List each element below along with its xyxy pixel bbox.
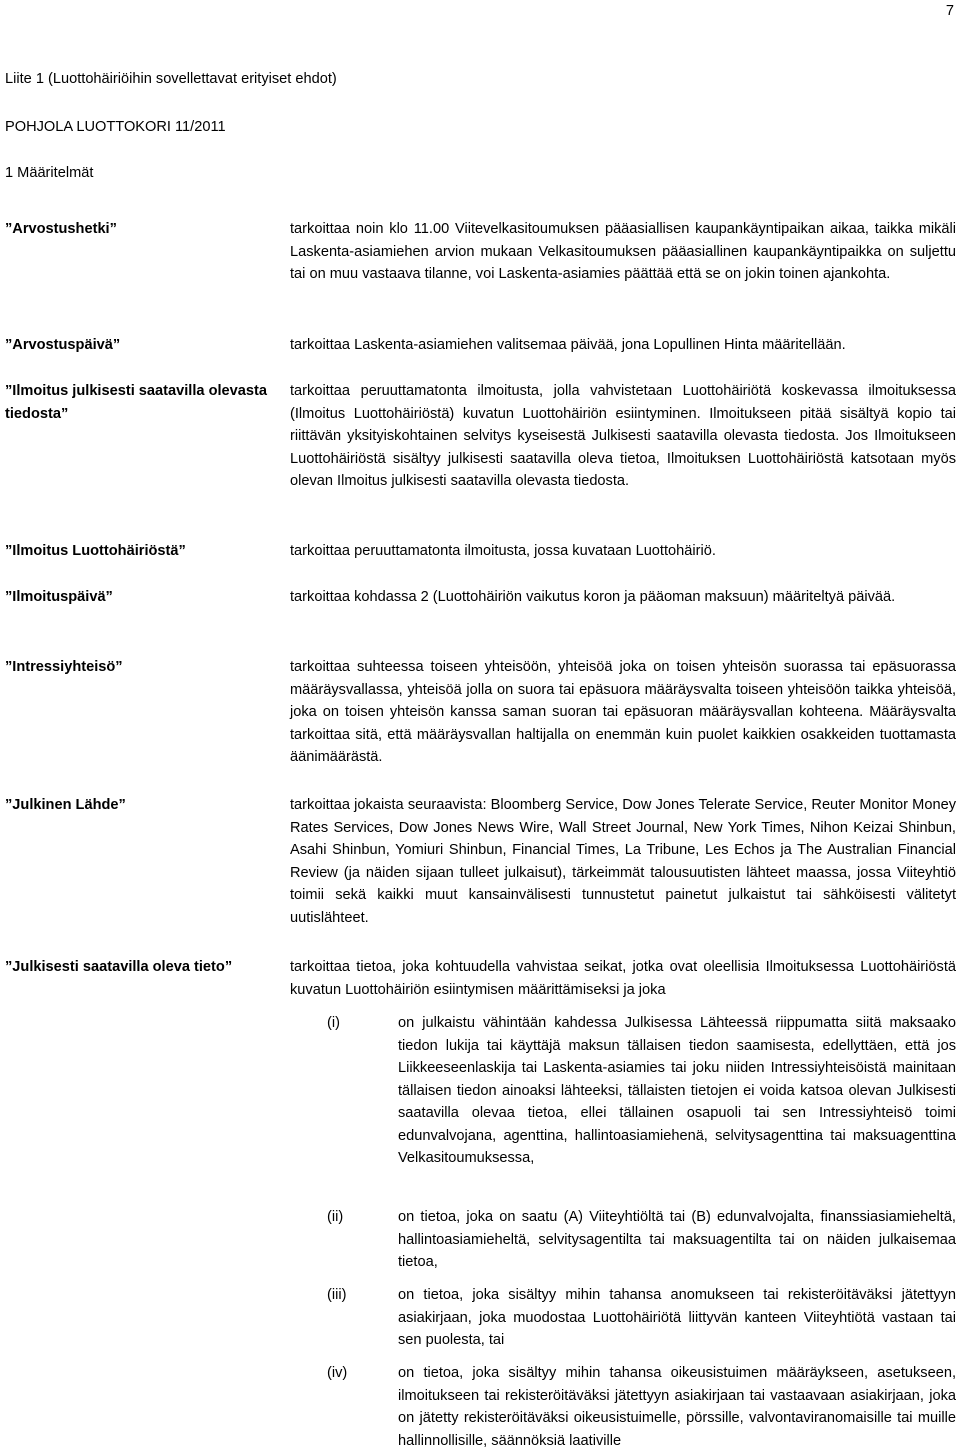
term-ilmoituspaiva: ”Ilmoituspäivä” — [5, 589, 113, 605]
definition-ilmoitus-julkisesti: tarkoittaa peruuttamatonta ilmoitusta, jolla vahvistetaan Luottohäiriötä koskevassa ilmoituksessa (Ilmoitus Luottohäiriöstä) kuvatun Luottohäiriön esiintyminen. Ilmoitukseen pitää sisältyä kopio tai riittävän yksityiskohtainen selvitys kyseisestä Julkisesti saatavilla olevasta tiedosta. Jos Ilmoitukseen Luottohäiriöstä sisältyy julkisesti saatavilla oleva tietoa, Ilmoituksen Luottohäiriöstä katsotaan myös olevan Ilmoitus julkisesti saatavilla olevasta tiedosta. — [290, 383, 956, 489]
term-intressiyhteiso: ”Intressiyhteisö” — [5, 659, 123, 675]
definition-arvostushetki: tarkoittaa noin klo 11.00 Viitevelkasitoumuksen pääasiallisen kaupankäyntipaikan aikaa, taikka mikäli Laskenta-asiamiehen arvion mukaan Velkasitoumuksen pääasiallinen kaupankäyntipaikka on suljettu tai on muu vastaava tilanne, voi Laskenta-asiamies päättää että se on jokin toinen ajankohta. — [290, 221, 956, 282]
list-item-text: on tietoa, joka sisältyy mihin tahansa oikeusistuimen määräykseen, asetukseen, ilmoitukseen tai rekisteröitäväksi jätettyyn asiakirjaan tai vastaavaan asiakirjaan, joka on jätetty rekisteröitäväksi oikeusistuimelle, pörssille, valvontaviranomaisille tai muille hallinnollisille, säännöksiä laativille — [398, 1365, 956, 1449]
term-ilmoitus-julkisesti: ”Ilmoitus julkisesti saatavilla olevasta tiedosta” — [5, 383, 267, 422]
term-julkinen-lahde: ”Julkinen Lähde” — [5, 797, 126, 813]
list-item-text: on julkaistu vähintään kahdessa Julkisessa Lähteessä riippumatta siitä maksaako tiedon lukija tai käyttäjä maksun tällaisen tiedon saamisesta, edellyttäen, että jos Liikkeeseenlaskija tai Laskenta-asiamies tai joku niiden Intressiyhteisöistä mainitaan tällaisen tiedon ainoaksi lähteeksi, tällaisten tietojen ei voida katsoa olevan Julkisesti saatavilla olevaa tietoa, ellei tällainen osapuoli tai sen Intressiyhteisö toimi edunvalvojana, agenttina, hallintoasiamiehenä, selvitysagenttina tai maksuagenttina Velkasitoumuksessa, — [398, 1015, 956, 1166]
list-item-text: on tietoa, joka on saatu (A) Viiteyhtiöltä tai (B) edunvalvojalta, finanssiasiamieheltä, hallintoasiamieheltä, selvitysagentilta tai maksuagentilta tai on näiden julkaisemaa tietoa, — [398, 1209, 956, 1270]
term-julkisesti-saatavilla: ”Julkisesti saatavilla oleva tieto” — [5, 959, 233, 975]
term-ilmoitus-luottohairiosta: ”Ilmoitus Luottohäiriöstä” — [5, 543, 186, 559]
basket-heading: POHJOLA LUOTTOKORI 11/2011 — [5, 119, 226, 135]
list-item-number: (i) — [327, 1015, 340, 1031]
list-item-number: (ii) — [327, 1209, 344, 1225]
term-arvostuspaiva: ”Arvostuspäivä” — [5, 337, 121, 353]
list-item-number: (iv) — [327, 1365, 348, 1381]
section-heading: 1 Määritelmät — [5, 165, 94, 181]
definition-julkisesti-saatavilla: tarkoittaa tietoa, joka kohtuudella vahvistaa seikat, jotka ovat oleellisia Ilmoituksessa Luottohäiriöstä kuvatun Luottohäiriön esiintymisen määrittämiseksi ja joka — [290, 959, 956, 998]
definition-ilmoituspaiva: tarkoittaa kohdassa 2 (Luottohäiriön vaikutus koron ja pääoman maksuun) määriteltyä päivää. — [290, 589, 896, 605]
list-item-text: on tietoa, joka sisältyy mihin tahansa anomukseen tai rekisteröitäväksi jätettyyn asiakirjaan, joka muodostaa Luottohäiriötä liittyvän kanteen Viiteyhtiötä vastaan tai sen puolesta, tai — [398, 1287, 956, 1348]
annex-heading: Liite 1 (Luottohäiriöihin sovellettavat erityiset ehdot) — [5, 71, 337, 87]
definition-arvostuspaiva: tarkoittaa Laskenta-asiamiehen valitsemaa päivää, jona Lopullinen Hinta määritellään. — [290, 337, 846, 353]
definition-ilmoitus-luottohairiosta: tarkoittaa peruuttamatonta ilmoitusta, jossa kuvataan Luottohäiriö. — [290, 543, 716, 559]
term-arvostushetki: ”Arvostushetki” — [5, 221, 117, 237]
definition-julkinen-lahde: tarkoittaa jokaista seuraavista: Bloomberg Service, Dow Jones Telerate Service, Reuter Monitor Money Rates Services, Dow Jones News Wire, Wall Street Journal, New York Times, Nihon Keizai Shinbun, Asahi Shinbun, Yomiuri Shinbun, Financial Times, La Tribune, Les Echos ja The Australian Financial Review (ja näiden sijaan tulleet julkaisut), tärkeimmät talousuutisten lähteet maassa, jossa Viiteyhtiö toimii sekä kaikki muut kansainvälisesti tunnustetut painetut julkaistut tai sähköisesti välitetyt uutislähteet. — [290, 797, 956, 926]
list-item-number: (iii) — [327, 1287, 347, 1303]
page-number: 7 — [945, 3, 954, 19]
definition-intressiyhteiso: tarkoittaa suhteessa toiseen yhteisöön, yhteisöä joka on toisen yhteisön suorassa tai epäsuorassa määräysvallassa, yhteisöä jolla on suora tai epäsuora määräysvalta toiseen yhteisöön taikka yhteisöä, joka on toisen yhteisön kanssa saman suoran tai epäsuoran määräysvallan kohteena. Määräysvalta tarkoittaa sitä, että määräysvallan haltijalla on enemmän kuin puolet kaikkien osakkeiden tuottamasta äänimäärästä. — [290, 659, 956, 765]
